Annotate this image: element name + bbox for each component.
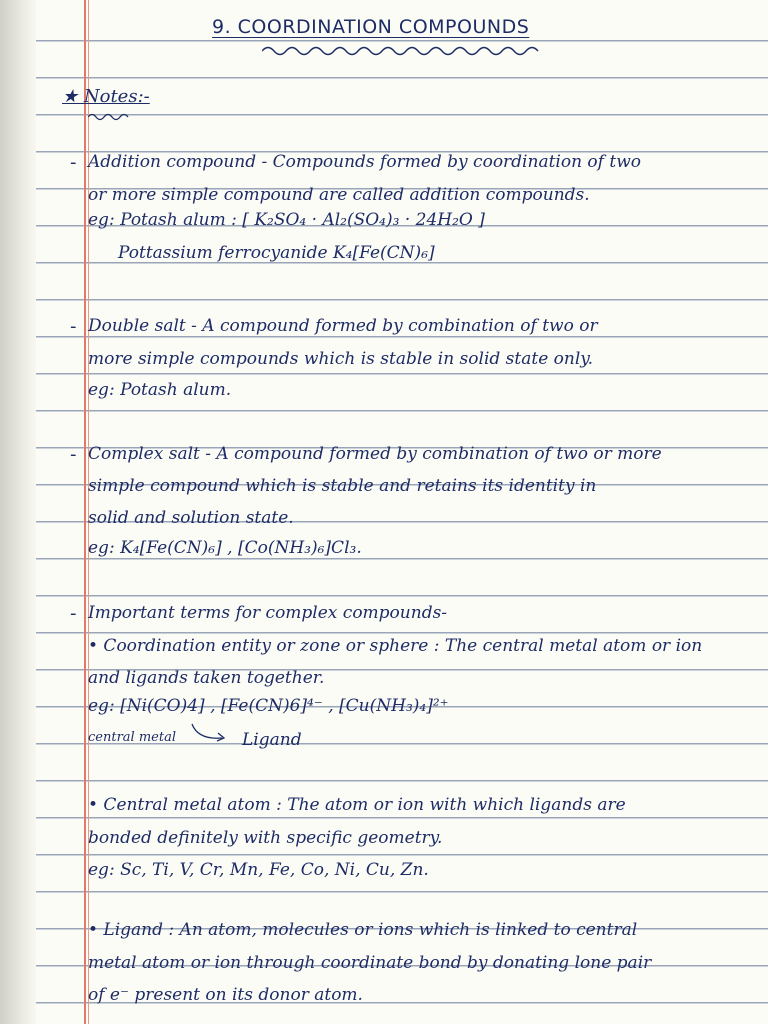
important-terms-heading: Important terms for complex compounds- [88, 603, 448, 623]
complex-salt-example: eg: K₄[Fe(CN)₆] , [Co(NH₃)₆]Cl₃. [88, 538, 362, 558]
bullet-dash: - [70, 603, 77, 624]
ligand-annotation: Ligand [242, 730, 302, 750]
ligand-line-3: of e⁻ present on its donor atom. [88, 985, 363, 1005]
central-metal-line-1: • Central metal atom : The atom or ion with which ligands are [88, 795, 626, 815]
notes-squiggle [88, 112, 134, 122]
coordination-entity-line-2: and ligands taken together. [88, 668, 325, 688]
bullet-dash: - [70, 444, 77, 465]
central-metal-line-2: bonded definitely with specific geometry. [88, 828, 443, 848]
addition-example-2: Pottassium ferrocyanide K₄[Fe(CN)₆] [118, 243, 435, 263]
double-salt-line-2: more simple compounds which is stable in solid state only. [88, 349, 594, 369]
central-metal-example: eg: Sc, Ti, V, Cr, Mn, Fe, Co, Ni, Cu, Zn. [88, 860, 429, 880]
notes-label: ★ Notes:- [62, 86, 150, 107]
double-salt-example: eg: Potash alum. [88, 380, 232, 400]
central-metal-annotation: central metal [88, 730, 176, 745]
page-title: 9. COORDINATION COMPOUNDS [212, 16, 530, 38]
complex-salt-line-1: Complex salt - A compound formed by combination of two or more [88, 444, 662, 464]
addition-example-1: eg: Potash alum : [ K₂SO₄ · Al₂(SO₄)₃ · 24H₂O ] [88, 210, 485, 230]
notes-heading [62, 86, 150, 107]
ligand-line-1: • Ligand : An atom, molecules or ions which is linked to central [88, 920, 638, 940]
complex-salt-line-2: simple compound which is stable and retains its identity in [88, 476, 597, 496]
margin-line [84, 0, 86, 1024]
bullet-dash: - [70, 316, 77, 337]
ligand-arrow [190, 720, 236, 746]
notebook-binding [0, 0, 36, 1024]
coordination-entity-line-1: • Coordination entity or zone or sphere : The central metal atom or ion [88, 636, 703, 656]
bullet-dash: - [70, 152, 77, 173]
title-squiggle [262, 44, 592, 58]
addition-line-1: Addition compound - Compounds formed by coordination of two [88, 152, 641, 172]
addition-line-2: or more simple compound are called addition compounds. [88, 185, 590, 205]
coordination-entity-example: eg: [Ni(CO)4] , [Fe(CN)6]⁴⁻ , [Cu(NH₃)₄]²⁺ [88, 696, 449, 716]
ligand-line-2: metal atom or ion through coordinate bond by donating lone pair [88, 953, 652, 973]
double-salt-line-1: Double salt - A compound formed by combination of two or [88, 316, 598, 336]
complex-salt-line-3: solid and solution state. [88, 508, 294, 528]
